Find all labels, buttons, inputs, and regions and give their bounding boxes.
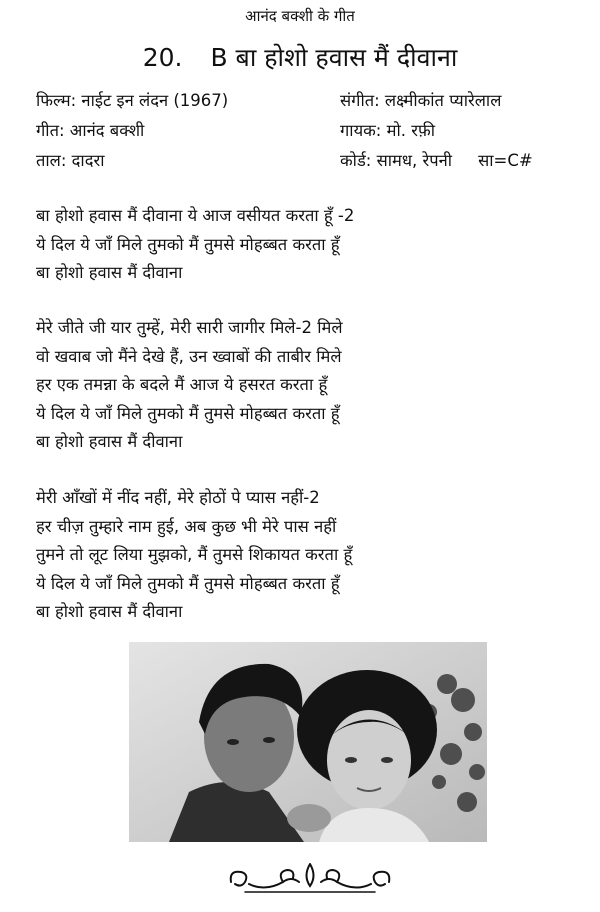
page-header: आनंद बक्शी के गीत <box>245 7 355 25</box>
lyric-line: मेरी आँखों में नींद नहीं, मेरे होठों पे प्यास नहीं-2 <box>36 488 320 507</box>
song-number: 20. <box>142 43 183 72</box>
lyric-line: वो खवाब जो मैंने देखे हैं, उन ख्वाबों की ताबीर मिले <box>36 346 342 366</box>
film-still-illustration <box>129 642 487 842</box>
song-meta-left <box>36 86 228 176</box>
lyric-line: ये दिल ये जाँ मिले तुमको मैं तुमसे मोहब्बत करता हूँ <box>36 573 340 593</box>
film-still-photo <box>129 642 487 842</box>
song-meta-right <box>340 86 533 176</box>
lyric-line: मेरे जीते जी यार तुम्हें, मेरी सारी जागीर मिले-2 मिले <box>36 318 343 337</box>
taal-info: ताल: दादरा <box>36 151 105 170</box>
verse-2 <box>36 314 343 457</box>
lyric-line: ये दिल ये जाँ मिले तुमको मैं तुमसे मोहब्बत करता हूँ <box>36 403 340 423</box>
singer-info: गायक: मो. रफ़ी <box>340 121 435 140</box>
lyric-line: बा होशो हवास मैं दीवाना ये आज वसीयत करता हूँ -2 <box>36 206 355 225</box>
verse-1 <box>36 202 354 288</box>
song-title-text: B बा होशो हवास मैं दीवाना <box>210 43 458 72</box>
music-director-info: संगीत: लक्ष्मीकांत प्यारेलाल <box>340 91 502 110</box>
lyric-line: बा होशो हवास मैं दीवाना <box>36 263 183 282</box>
film-info: फिल्म: नाईट इन लंदन (1967) <box>36 91 229 110</box>
verse-3 <box>36 484 352 627</box>
lyricist-info: गीत: आनंद बक्शी <box>36 121 145 140</box>
song-title <box>0 40 600 74</box>
lyric-line: बा होशो हवास मैं दीवाना <box>36 432 183 451</box>
lyric-line: हर चीज़ तुम्हारे नाम हुई, अब कुछ भी मेरे पास नहीं <box>36 516 337 536</box>
key-note: सा=C# <box>478 151 533 170</box>
lyric-line: हर एक तमन्ना के बदले मैं आज ये हसरत करता हूँ <box>36 375 328 394</box>
chords-text: कोर्ड: सामध, रेपनी <box>340 151 453 170</box>
lyric-line: बा होशो हवास मैं दीवाना <box>36 602 183 621</box>
decorative-ornament <box>225 862 395 896</box>
lyric-line: तुमने तो लूट लिया मुझको, मैं तुमसे शिकायत करता हूँ <box>36 545 353 564</box>
chord-info <box>340 146 533 176</box>
lyric-line: ये दिल ये जाँ मिले तुमको मैं तुमसे मोहब्बत करता हूँ <box>36 234 340 254</box>
